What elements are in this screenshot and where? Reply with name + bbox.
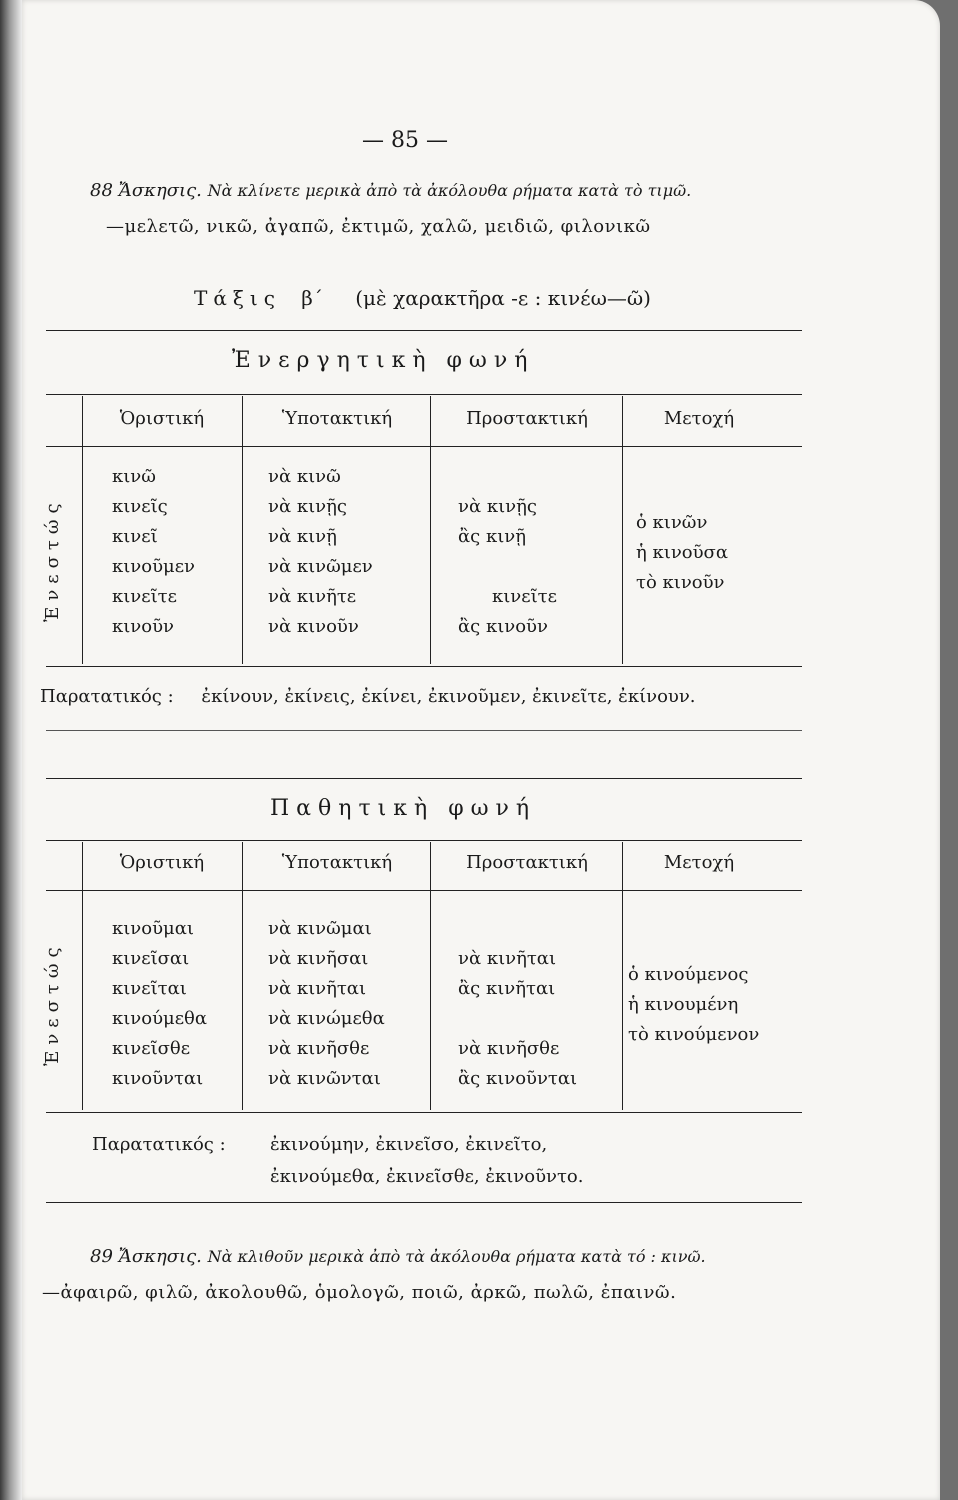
verb-form: [458, 462, 557, 492]
column-divider: [82, 842, 83, 1110]
verb-form: νὰ κινῆσαι: [268, 948, 369, 969]
rule: [46, 666, 802, 667]
verb-form: νὰ κινῶμαι: [268, 918, 372, 939]
verb-form: νὰ κινῆται: [268, 978, 367, 999]
verb-form: νὰ κινῶνται: [268, 1068, 381, 1089]
passive-voice-title: Παθητικὴ φωνή: [270, 796, 537, 821]
verb-form: κινεῖτε: [492, 586, 557, 607]
column-divider: [622, 396, 623, 664]
exercise-instruction: Νὰ κλίνετε μερικὰ ἀπὸ τὰ ἀκόλουθα ρήματα κατὰ τὸ τιμῶ.: [207, 181, 692, 200]
class-label: Τάξις: [194, 286, 281, 310]
active-subjunctive-column: [268, 462, 373, 642]
rule: [46, 778, 802, 779]
verb-form: ὁ κινούμενος: [628, 964, 749, 985]
verb-form: ἂς κινῆται: [458, 978, 556, 999]
binding-edge: [0, 0, 22, 1500]
verb-form: κινεῖσαι: [112, 948, 190, 969]
verb-form: [458, 914, 577, 944]
verb-form: κινεῖς: [112, 496, 168, 517]
verb-form: νὰ κινῇ: [268, 526, 337, 547]
column-divider: [242, 842, 243, 1110]
rule: [46, 890, 802, 891]
verb-form: κινῶ: [112, 466, 156, 487]
exercise-89-verbs: —ἀφαιρῶ, φιλῶ, ἀκολουθῶ, ὁμολογῶ, ποιῶ, ἀρκῶ, πωλῶ, ἐπαινῶ.: [42, 1282, 677, 1303]
exercise-lead: Ἄσκησις.: [118, 180, 202, 201]
class-heading: [194, 286, 651, 310]
active-imperfect: [40, 686, 696, 707]
passive-imperative-column: [458, 914, 577, 1094]
verb-form: κινεῖ: [112, 526, 158, 547]
verb-form: νὰ κινῶμεν: [268, 556, 373, 577]
verb-form: τὸ κινούμενον: [628, 1024, 760, 1045]
exercise-88-verbs: —μελετῶ, νικῶ, ἀγαπῶ, ἐκτιμῶ, χαλῶ, μειδιῶ, φιλονικῶ: [106, 216, 651, 237]
rule: [46, 330, 802, 331]
column-divider: [622, 842, 623, 1110]
verb-form: νὰ κινοῦν: [268, 616, 359, 637]
header-subjunctive: Ὑποτακτική: [281, 408, 393, 429]
header-participle: Μετοχή: [663, 408, 735, 429]
rule: [46, 730, 802, 731]
verb-form: νὰ κινῆτε: [268, 586, 357, 607]
verb-form: νὰ κινῇς: [268, 496, 347, 517]
rule: [46, 840, 802, 841]
verb-form: κινοῦν: [112, 616, 174, 637]
header-subjunctive: Ὑποτακτική: [281, 852, 393, 873]
verb-form: ἡ κινουμένη: [628, 994, 739, 1015]
exercise-instruction: Νὰ κλιθοῦν μερικὰ ἀπὸ τὰ ἀκόλουθα ρήματα κατὰ τό : κινῶ.: [207, 1247, 706, 1266]
verb-form: νὰ κινῆσθε: [458, 1038, 560, 1059]
exercise-lead: Ἄσκησις.: [118, 1246, 202, 1267]
verb-form: τὸ κινοῦν: [636, 572, 725, 593]
passive-imperfect-label: Παρατατικός :: [92, 1134, 226, 1155]
verb-form: κινοῦμαι: [112, 918, 194, 939]
passive-imperfect-line-2: ἐκινούμεθα, ἐκινεῖσθε, ἐκινοῦντο.: [270, 1166, 584, 1187]
verb-form: ἂς κινοῦνται: [458, 1068, 578, 1089]
verb-form: ἡ κινοῦσα: [636, 542, 728, 563]
class-detail: (μὲ χαρακτῆρα -ε : κινέω—ῶ): [355, 286, 651, 310]
verb-form: νὰ κινῶ: [268, 466, 341, 487]
active-indicative-column: [112, 462, 195, 642]
verb-form: ὁ κινῶν: [636, 512, 708, 533]
rule: [46, 1112, 802, 1113]
passive-imperfect-line-1: ἐκινούμην, ἐκινεῖσο, ἐκινεῖτο,: [270, 1134, 548, 1155]
verb-form: ἂς κινοῦν: [458, 616, 548, 637]
verb-form: κινεῖτε: [112, 586, 177, 607]
exercise-number: 89: [90, 1246, 113, 1267]
header-participle: Μετοχή: [663, 852, 735, 873]
imperfect-forms: ἐκίνουν, ἐκίνεις, ἐκίνει, ἐκινοῦμεν, ἐκινεῖτε, ἐκίνουν.: [201, 686, 696, 707]
verb-form: νὰ κινῆται: [458, 948, 557, 969]
passive-subjunctive-column: [268, 914, 385, 1094]
rule: [46, 394, 802, 395]
column-divider: [242, 396, 243, 664]
verb-form: κινούμεθα: [112, 1008, 208, 1029]
verb-form: [458, 552, 557, 582]
verb-form: κινοῦνται: [112, 1068, 204, 1089]
exercise-88-heading: [90, 180, 691, 201]
exercise-number: 88: [90, 180, 113, 201]
page-number: — 85 —: [362, 128, 448, 153]
header-imperative: Προστακτική: [466, 852, 588, 873]
header-indicative: Ὁριστική: [119, 408, 205, 429]
active-voice-title: Ἐνεργητικὴ φωνή: [232, 348, 535, 373]
imperfect-label: Παρατατικός :: [40, 686, 174, 707]
verb-form: [458, 1004, 577, 1034]
header-imperative: Προστακτική: [466, 408, 588, 429]
verb-form: νὰ κινώμεθα: [268, 1008, 385, 1029]
exercise-89-heading: [90, 1246, 706, 1267]
verb-form: ἂς κινῇ: [458, 526, 526, 547]
active-imperative-column: [458, 462, 557, 642]
tense-side-label: Ἐνεστώς: [42, 941, 63, 1067]
column-divider: [430, 842, 431, 1110]
column-divider: [82, 396, 83, 664]
passive-participle-column: [628, 960, 759, 1050]
verb-form: νὰ κινῇς: [458, 496, 537, 517]
verb-form: κινοῦμεν: [112, 556, 195, 577]
verb-form: νὰ κινῆσθε: [268, 1038, 370, 1059]
verb-form: κινεῖται: [112, 978, 187, 999]
active-participle-column: [636, 508, 728, 598]
class-ordinal: β΄: [301, 286, 323, 310]
tense-side-label: Ἐνεστώς: [42, 497, 63, 623]
rule: [46, 1202, 802, 1203]
rule: [46, 446, 802, 447]
passive-indicative-column: [112, 914, 207, 1094]
book-page: [22, 0, 940, 1500]
column-divider: [430, 396, 431, 664]
verb-form: κινεῖσθε: [112, 1038, 191, 1059]
header-indicative: Ὁριστική: [119, 852, 205, 873]
